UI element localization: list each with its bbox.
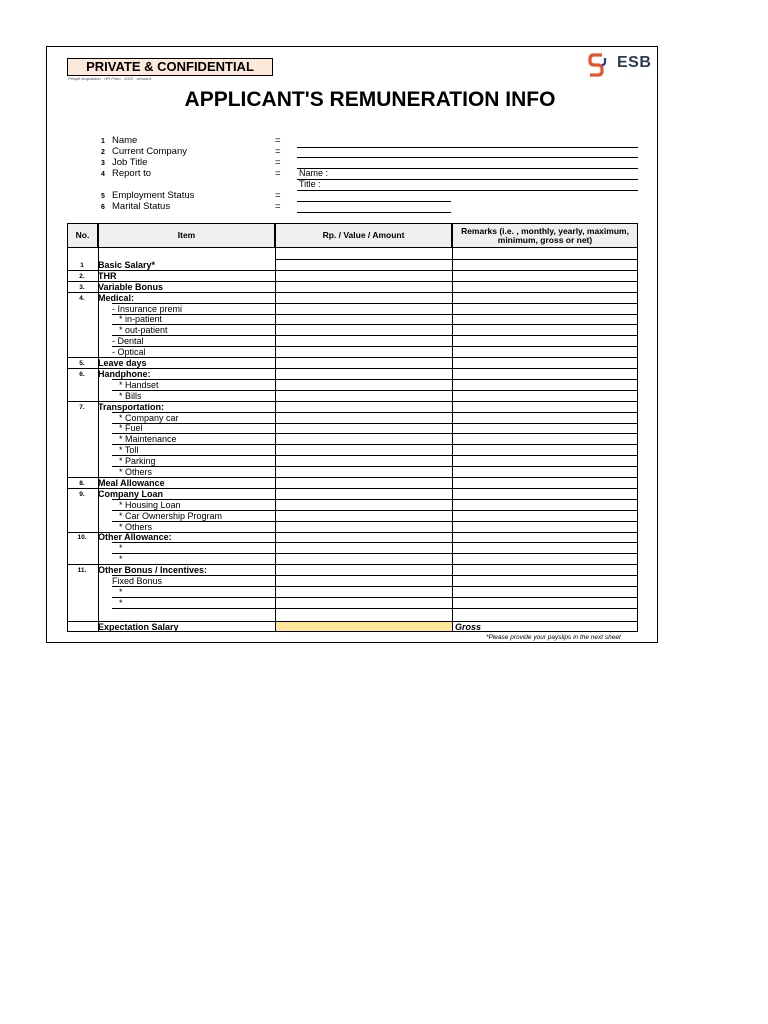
row-item-label: Other Bonus / Incentives: bbox=[98, 565, 208, 575]
row-divider bbox=[67, 292, 98, 293]
form-code-text: People Acquisition · HR Form · 2023 · version1 bbox=[68, 76, 152, 81]
row-item-label: * in-patient bbox=[119, 314, 163, 324]
amount-cell[interactable] bbox=[276, 444, 451, 455]
amount-cell[interactable] bbox=[276, 303, 451, 314]
row-number: 11. bbox=[77, 567, 87, 574]
row-item-label: Fixed Bonus bbox=[112, 576, 163, 586]
row-item-label: Leave days bbox=[98, 358, 147, 368]
row-divider bbox=[67, 477, 98, 478]
remarks-cell[interactable] bbox=[454, 270, 637, 281]
row-item-label: THR bbox=[98, 271, 117, 281]
amount-cell[interactable] bbox=[276, 455, 451, 466]
remarks-cell[interactable] bbox=[454, 477, 637, 488]
remarks-cell[interactable] bbox=[454, 444, 637, 455]
row-divider bbox=[67, 270, 98, 271]
remarks-cell[interactable] bbox=[454, 455, 637, 466]
field-equals: = bbox=[275, 135, 281, 146]
remarks-cell[interactable] bbox=[454, 608, 637, 621]
amount-cell[interactable] bbox=[276, 412, 451, 423]
input-line[interactable] bbox=[297, 201, 451, 202]
remarks-cell[interactable] bbox=[454, 379, 637, 390]
row-item-label: * Others bbox=[119, 522, 153, 532]
amount-cell[interactable] bbox=[276, 292, 451, 303]
remarks-cell[interactable] bbox=[454, 335, 637, 346]
amount-cell[interactable] bbox=[276, 553, 451, 564]
amount-cell[interactable] bbox=[276, 357, 451, 368]
remarks-cell[interactable] bbox=[454, 423, 637, 433]
row-item-label: * Toll bbox=[119, 445, 139, 455]
amount-cell[interactable] bbox=[276, 379, 451, 390]
field-label: Marital Status bbox=[112, 201, 171, 212]
row-number: 8. bbox=[79, 480, 85, 487]
remarks-cell[interactable] bbox=[454, 324, 637, 335]
confidential-label: PRIVATE & CONFIDENTIAL bbox=[67, 58, 273, 76]
field-label: Name bbox=[112, 135, 138, 146]
row-item-label: Meal Allowance bbox=[98, 478, 165, 488]
field-number: 3 bbox=[101, 160, 105, 167]
remarks-cell[interactable] bbox=[454, 412, 637, 423]
row-item-label: * Bills bbox=[119, 391, 142, 401]
field-number: 2 bbox=[101, 149, 105, 156]
row-item-label: Handphone: bbox=[98, 369, 151, 379]
input-line[interactable] bbox=[297, 212, 451, 213]
amount-cell[interactable] bbox=[276, 564, 451, 575]
input-line[interactable] bbox=[297, 190, 638, 191]
row-item-label: * bbox=[119, 587, 123, 597]
header-remarks: Remarks (i.e. , monthly, yearly, maximum, minimum, gross or net) bbox=[452, 223, 638, 248]
report-to-title-label: Title : bbox=[299, 179, 321, 189]
amount-cell[interactable] bbox=[276, 335, 451, 346]
row-divider bbox=[67, 281, 98, 282]
input-line[interactable] bbox=[297, 168, 638, 169]
remarks-cell[interactable] bbox=[454, 259, 637, 270]
row-item-label: * out-patient bbox=[119, 325, 168, 335]
row-divider bbox=[67, 564, 98, 565]
remarks-cell[interactable] bbox=[454, 521, 637, 532]
row-number: 2. bbox=[79, 273, 85, 280]
remarks-cell[interactable] bbox=[454, 586, 637, 597]
row-number: 3. bbox=[79, 284, 85, 291]
amount-cell[interactable] bbox=[276, 477, 451, 488]
row-item-label: Company Loan bbox=[98, 489, 164, 499]
input-line[interactable] bbox=[297, 157, 638, 158]
field-equals: = bbox=[275, 168, 281, 179]
amount-cell[interactable] bbox=[276, 314, 451, 324]
amount-cell[interactable] bbox=[276, 510, 451, 521]
remarks-cell[interactable] bbox=[454, 314, 637, 324]
row-item-label: Other Allowance: bbox=[98, 532, 172, 542]
remarks-cell[interactable] bbox=[454, 466, 637, 477]
amount-cell[interactable] bbox=[276, 532, 451, 542]
row-divider bbox=[67, 368, 98, 369]
field-number: 5 bbox=[101, 193, 105, 200]
row-number: 5. bbox=[79, 360, 85, 367]
row-number: 6. bbox=[79, 371, 85, 378]
remarks-cell[interactable] bbox=[454, 542, 637, 553]
field-label: Current Company bbox=[112, 146, 187, 157]
field-number: 6 bbox=[101, 204, 105, 211]
row-item-label: * Handset bbox=[119, 380, 159, 390]
row-item-label: - Dental bbox=[112, 336, 144, 346]
amount-cell[interactable] bbox=[276, 270, 451, 281]
row-divider bbox=[67, 532, 98, 533]
remarks-cell[interactable] bbox=[454, 564, 637, 575]
remarks-cell[interactable] bbox=[454, 281, 637, 292]
remarks-cell[interactable] bbox=[454, 553, 637, 564]
field-equals: = bbox=[275, 201, 281, 212]
report-to-name-label: Name : bbox=[299, 168, 329, 178]
field-equals: = bbox=[275, 190, 281, 201]
row-item-label: * bbox=[119, 598, 123, 608]
amount-cell[interactable] bbox=[276, 346, 451, 357]
row-divider bbox=[67, 401, 98, 402]
amount-cell[interactable] bbox=[276, 466, 451, 477]
row-item-label: * Fuel bbox=[119, 423, 143, 433]
amount-cell[interactable] bbox=[276, 281, 451, 292]
remarks-cell[interactable] bbox=[454, 433, 637, 444]
remarks-cell[interactable] bbox=[454, 597, 637, 608]
row-item-label: Medical: bbox=[98, 293, 135, 303]
amount-cell[interactable] bbox=[276, 368, 451, 379]
remarks-cell[interactable] bbox=[454, 401, 637, 412]
remarks-cell[interactable] bbox=[454, 390, 637, 401]
row-item-label: * bbox=[119, 554, 123, 564]
field-equals: = bbox=[275, 146, 281, 157]
field-equals: = bbox=[275, 157, 281, 168]
row-item-label: - Optical bbox=[112, 347, 146, 357]
field-label: Employment Status bbox=[112, 190, 195, 201]
amount-cell[interactable] bbox=[276, 575, 451, 586]
row-item-label: * Car Ownership Program bbox=[119, 511, 223, 521]
applicant-field-row bbox=[0, 201, 700, 212]
row-number: 10. bbox=[77, 534, 87, 541]
remarks-cell[interactable] bbox=[454, 488, 637, 499]
input-line[interactable] bbox=[297, 179, 638, 180]
remarks-cell[interactable] bbox=[454, 499, 637, 510]
amount-cell[interactable] bbox=[276, 542, 451, 553]
row-item-label: * Company car bbox=[119, 413, 179, 423]
amount-cell[interactable] bbox=[276, 608, 451, 621]
row-number: 7. bbox=[79, 404, 85, 411]
row-item-label: Basic Salary* bbox=[98, 260, 156, 270]
applicant-field-row bbox=[0, 168, 700, 179]
row-item-label: * bbox=[119, 543, 123, 553]
remarks-cell[interactable] bbox=[454, 510, 637, 521]
amount-cell[interactable] bbox=[276, 390, 451, 401]
row-item-label: * Parking bbox=[119, 456, 156, 466]
row-divider bbox=[67, 357, 98, 358]
amount-cell[interactable] bbox=[276, 597, 451, 608]
amount-cell[interactable] bbox=[276, 324, 451, 335]
remarks-cell[interactable] bbox=[454, 357, 637, 368]
amount-cell[interactable] bbox=[276, 259, 451, 270]
field-label: Job Title bbox=[112, 157, 148, 168]
expectation-salary-label: Expectation Salary bbox=[98, 622, 179, 632]
amount-cell[interactable] bbox=[276, 499, 451, 510]
gross-label: Gross bbox=[455, 622, 482, 632]
amount-cell[interactable] bbox=[276, 423, 451, 433]
amount-cell[interactable] bbox=[276, 586, 451, 597]
input-line[interactable] bbox=[297, 147, 638, 148]
row-item-label: Variable Bonus bbox=[98, 282, 164, 292]
row-number: 9. bbox=[79, 491, 85, 498]
header-no: No. bbox=[67, 223, 98, 248]
row-item-label: - Insurance premi bbox=[112, 304, 183, 314]
page-title: APPLICANT'S REMUNERATION INFO bbox=[184, 88, 556, 111]
row-number: 4. bbox=[79, 295, 85, 302]
applicant-field-row bbox=[0, 135, 700, 146]
logo-text: ESB bbox=[617, 54, 652, 71]
row-divider bbox=[67, 488, 98, 489]
remarks-cell[interactable] bbox=[454, 303, 637, 314]
field-number: 4 bbox=[101, 171, 105, 178]
remarks-cell[interactable] bbox=[454, 292, 637, 303]
row-divider bbox=[275, 259, 638, 260]
remarks-cell[interactable] bbox=[454, 346, 637, 357]
remarks-cell[interactable] bbox=[454, 575, 637, 586]
row-item-label: * Housing Loan bbox=[119, 500, 181, 510]
applicant-field-row bbox=[0, 157, 700, 168]
remarks-cell[interactable] bbox=[454, 368, 637, 379]
row-item-label: * Others bbox=[119, 467, 153, 477]
amount-cell[interactable] bbox=[276, 401, 451, 412]
amount-cell[interactable] bbox=[276, 521, 451, 532]
field-label: Report to bbox=[112, 168, 152, 179]
header-item: Item bbox=[98, 223, 275, 248]
field-number: 1 bbox=[101, 138, 105, 145]
remarks-cell[interactable] bbox=[454, 532, 637, 542]
row-number: 1 bbox=[80, 262, 84, 269]
amount-cell[interactable] bbox=[276, 488, 451, 499]
row-item-label: * Maintenance bbox=[119, 434, 177, 444]
row-item-label: Transportation: bbox=[98, 402, 165, 412]
applicant-field-row bbox=[0, 190, 700, 201]
amount-cell[interactable] bbox=[276, 433, 451, 444]
payslip-note: *Please provide your payslips in the next sheet bbox=[486, 634, 621, 641]
header-amount: Rp. / Value / Amount bbox=[275, 223, 452, 248]
